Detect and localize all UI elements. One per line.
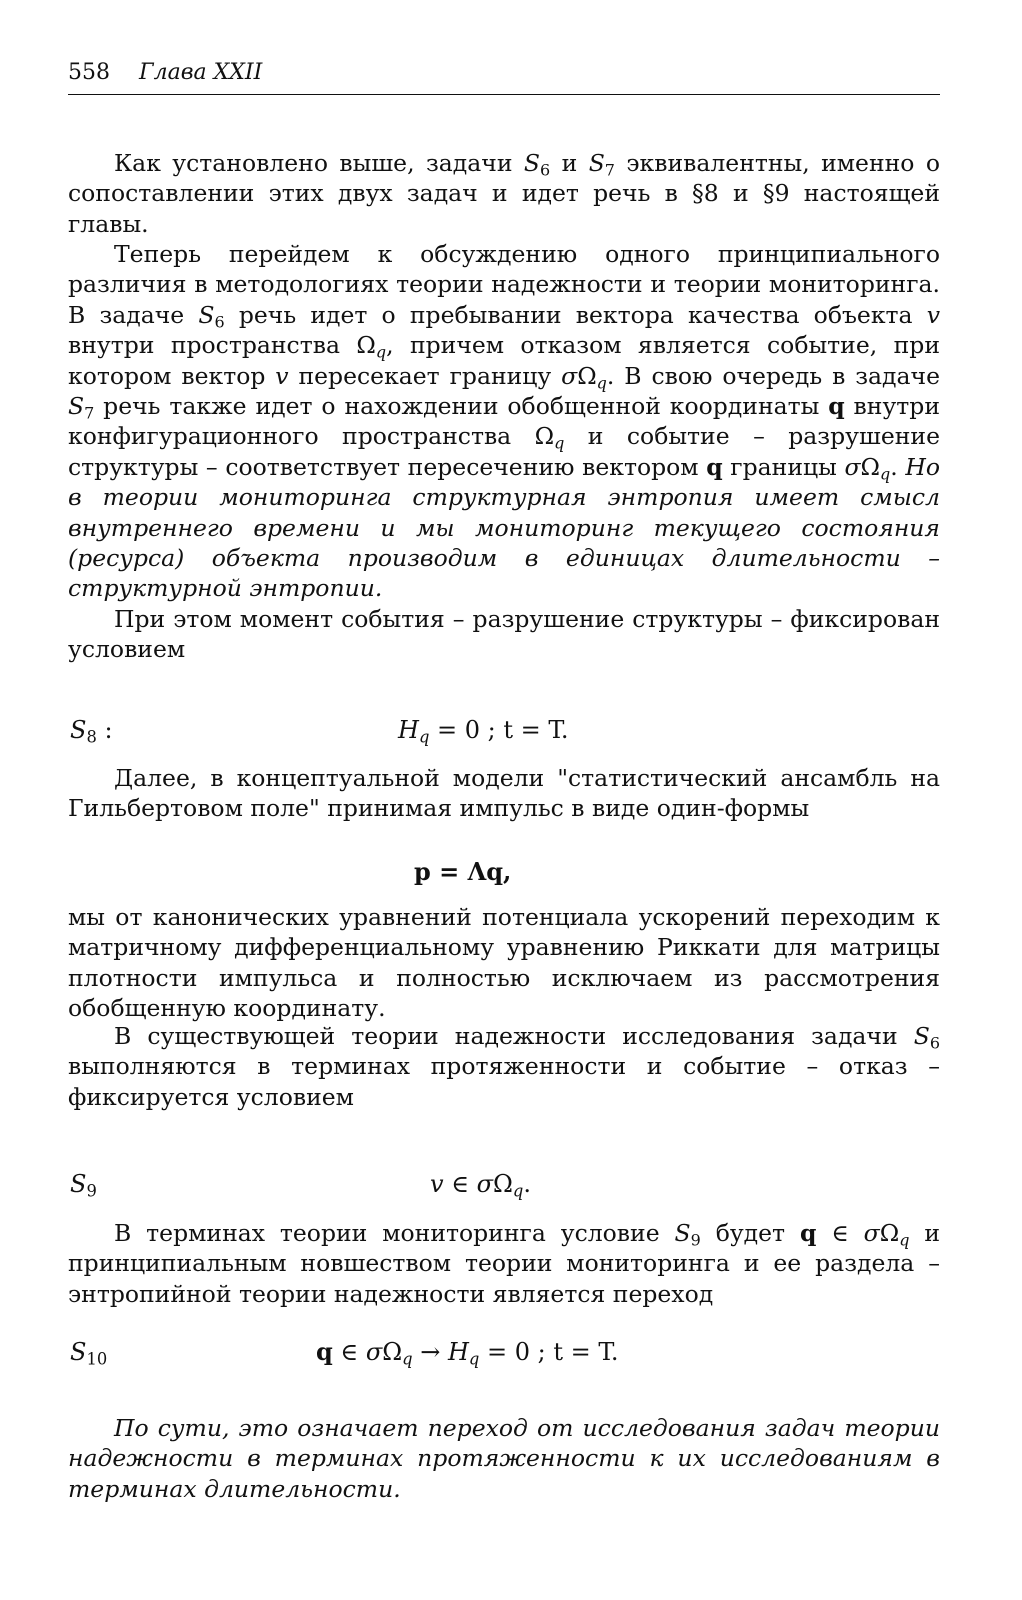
page-number: 558 (68, 60, 110, 85)
equation-momentum: p = Λq, (414, 857, 512, 886)
equation-s10-body: q ∈ $\sigma\Omega_q \to H_q = 0$ ; t = T. (316, 1337, 619, 1369)
equation-s9 (68, 1164, 940, 1204)
paragraph-8: По сути, это означает переход от исследования задач теории надежности в терминах протяженности к их исследованиям в терминах длительности. (68, 1414, 940, 1503)
page-header (68, 58, 940, 95)
paragraph-1: Как установлено выше, задачи $S_6$ и $S_7$ эквивалентны, именно о сопоставлении этих двух задач и идет речь в §8 и §9 настоящей главы. (68, 149, 941, 238)
equation-s10-label: $S_{10}$ (70, 1338, 108, 1369)
equation-s9-body: v ∈ $\sigma\Omega_q$. (430, 1170, 531, 1201)
equation-s9-label: $S_9$ (70, 1170, 97, 1201)
paragraph-5: мы от канонических уравнений потенциала ускорений переходим к матричному дифференциальному уравнению Риккати для матрицы плотности импульса и полностью исключаем из рассмотрения обобщенную координату. (68, 903, 940, 1023)
document-page (68, 0, 940, 1600)
equation-s8-body: $H_q = 0$ ; t = T. (398, 716, 569, 747)
equation-s8-label: $S_8$ : (70, 716, 113, 747)
equation-s10 (68, 1332, 940, 1372)
paragraph-7: В терминах теории мониторинга условие $S_9$ будет q ∈ $\sigma\Omega_q$ и принципиальным новшеством теории мониторинга и ее раздела – энтропийной теории надежности является переход (68, 1219, 940, 1308)
paragraph-2: Теперь перейдем к обсуждению одного принципиального различия в методологиях теории надежности и теории мониторинга. В задаче $S_6$ речь идет о пребывании вектора качества объекта v внутри пространства $\Omega_q$, причем отказом является событие, при котором вектор v пересекает границу $\sigma\Omega_q$. В свою очередь в задаче $S_7$ речь также идет о нахождении обобщенной координаты q внутри конфигурационного пространства $\Omega_q$ и событие – разрушение структуры – соответствует пересечению вектором q границы $\sigma\Omega_q$. Но в теории мониторинга структурная энтропия имеет смысл внутреннего времени и мы мониторинг текущего состояния (ресурса) объекта производим в единицах длительности – структурной энтропии. (68, 240, 940, 603)
paragraph-3: При этом момент события – разрушение структуры – фиксирован условием (68, 605, 940, 664)
chapter-title: Глава XXII (139, 60, 263, 85)
paragraph-4: Далее, в концептуальной модели "статистический ансамбль на Гильбертовом поле" принимая импульс в виде один-формы (68, 764, 940, 823)
equation-s8 (68, 710, 940, 750)
paragraph-6: В существующей теории надежности исследования задачи $S_6$ выполняются в терминах протяженности и событие – отказ – фиксируется условием (68, 1022, 940, 1111)
italic-statement: Но в теории мониторинга структурная энтропия имеет смысл внутреннего времени и мы мониторинг текущего состояния (ресурса) объекта производим в единицах длительности – структурной энтропии. (68, 452, 940, 603)
